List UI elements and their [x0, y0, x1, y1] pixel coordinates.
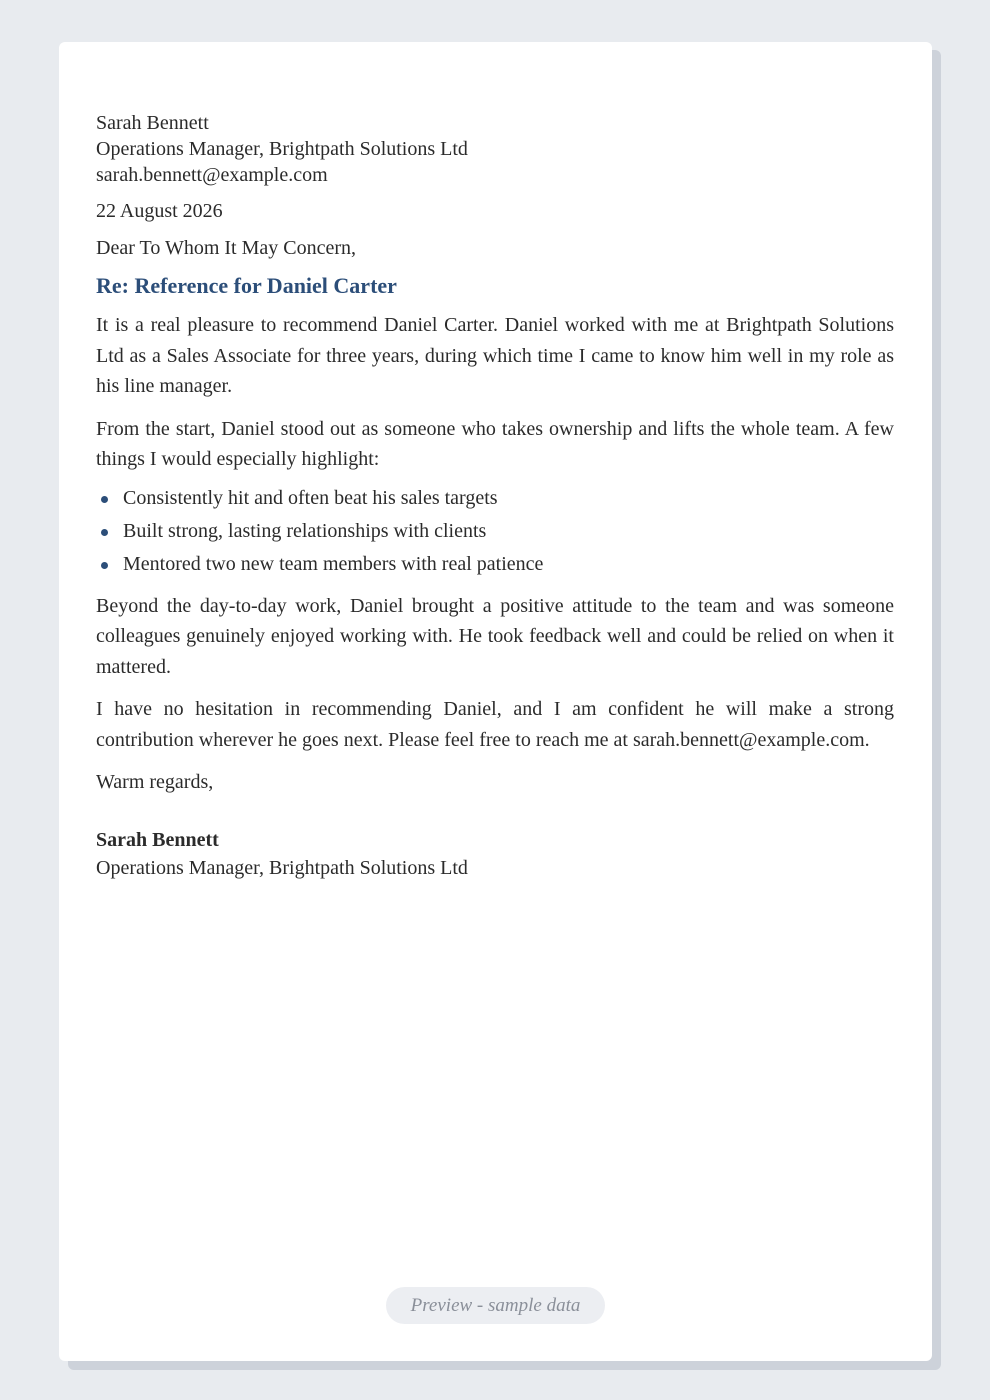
list-item: [96, 548, 894, 581]
list-item-text: Consistently hit and often beat his sales targets: [123, 486, 498, 509]
paragraph-recommendation: I have no hesitation in recommending Daniel, and I am confident he will make a strong contribution wherever he goes next. Please feel free to reach me at sarah.bennett@example.com.: [96, 698, 894, 751]
list-item: [96, 482, 894, 515]
paragraph-attitude: Beyond the day-to-day work, Daniel brought a positive attitude to the team and was someone colleagues genuinely enjoyed working with. He took feedback well and could be relied on when it mattered.: [96, 594, 894, 678]
bullet-icon: [101, 529, 108, 536]
bullet-icon: [101, 496, 108, 503]
sender-name: Sarah Bennett: [96, 112, 209, 134]
highlights-list: [96, 482, 894, 581]
closing-line: Warm regards,: [96, 771, 214, 793]
subject-line: Re: Reference for Daniel Carter: [96, 273, 397, 298]
sender-title: Operations Manager, Brightpath Solutions Ltd: [96, 138, 468, 160]
list-item-text: Mentored two new team members with real patience: [123, 552, 544, 575]
list-item: [96, 515, 894, 548]
salutation: Dear To Whom It May Concern,: [96, 237, 357, 259]
paragraph-intro: It is a real pleasure to recommend Daniel Carter. Daniel worked with me at Brightpath Solutions Ltd as a Sales Associate for three years, during which time I came to know him well in my role as his line manager.: [96, 314, 894, 397]
letter-content: [96, 110, 894, 882]
letter-page: [59, 42, 932, 1361]
letter-date: 22 August 2026: [96, 200, 223, 222]
sender-email: sarah.bennett@example.com: [96, 164, 328, 186]
list-item-text: Built strong, lasting relationships with clients: [123, 519, 487, 542]
sender-block: [96, 110, 894, 188]
paragraph-highlights-intro: From the start, Daniel stood out as someone who takes ownership and lifts the whole team. A few things I would especially highlight:: [96, 417, 894, 470]
preview-badge: Preview - sample data: [386, 1287, 605, 1324]
bullet-icon: [101, 562, 108, 569]
signature-name: Sarah Bennett: [96, 829, 219, 851]
signature-title: Operations Manager, Brightpath Solutions Ltd: [96, 857, 468, 879]
